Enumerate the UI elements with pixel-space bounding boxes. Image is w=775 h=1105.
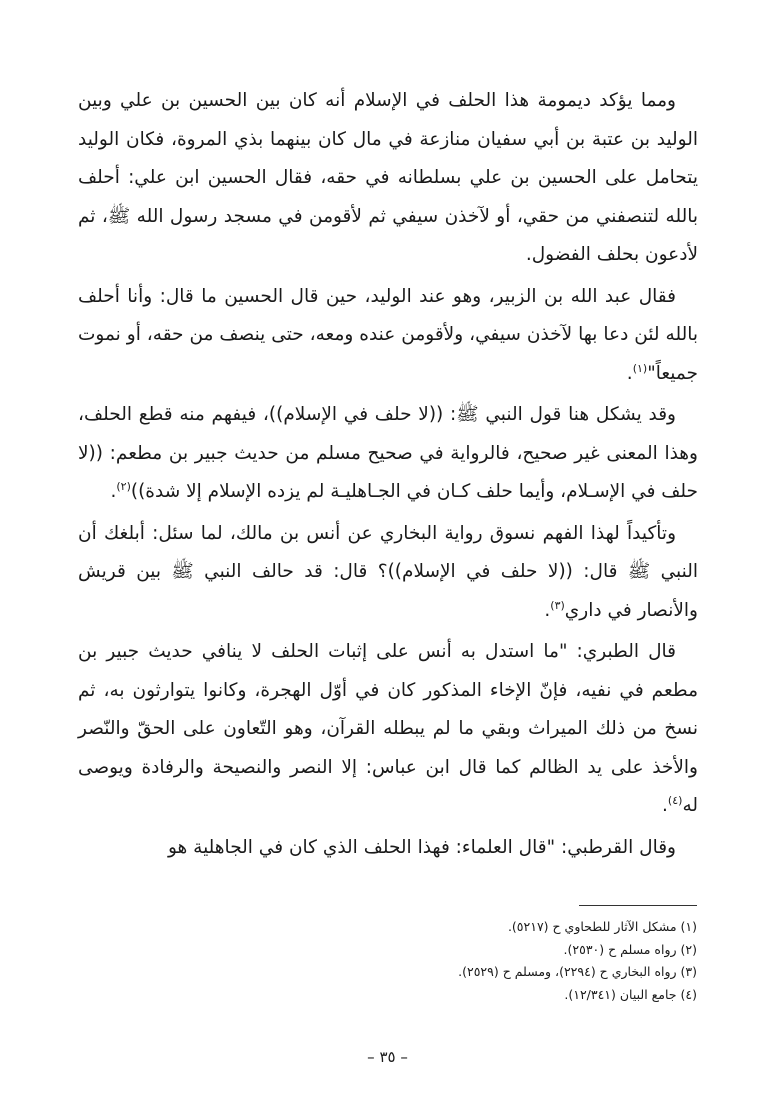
paragraph-6: وقال القرطبي: "قال العلماء: فهذا الحلف الذي كان في الجاهلية هو xyxy=(167,836,676,858)
paragraph-1: ومما يؤكد ديمومة هذا الحلف في الإسلام أنه كان بين الحسين بن علي وبين الوليد بن عتبة بن أبي سفيان منازعة في مال كان بينهما بذي المروة، فكان الوليد يتحامل على الحسين بن علي بسلطانه في حقه، فقال الحسين ابن علي: أحلف بالله لتنصفني من حقي، أو لآخذن سيفي ثم لأقومن في مسجد رسول الله ﷺ، ثم لأدعون بحلف الفضول. xyxy=(78,90,698,265)
footnote-3: (٣) رواه البخاري ح (٢٢٩٤)، ومسلم ح (٢٥٢٩). xyxy=(458,964,697,979)
page-number: – ٣٥ – xyxy=(367,1048,408,1066)
footnotes xyxy=(77,916,697,1006)
paragraph-3: وقد يشكل هنا قول النبي ﷺ: ((لا حلف في الإسلام))، فيفهم منه قطع الحلف، وهذا المعنى غير صحيح، فالرواية في صحيح مسلم من حديث جبير بن مطعم: ((لا حلف في الإسـلام، وأيما حلف كـان في الجـاهليـة لم يزده الإسلام إلا شدة))$^{(٢)}$. xyxy=(78,404,698,502)
footnote-ref-1[interactable]: (١) xyxy=(632,361,648,375)
paragraph-4: وتأكيداً لهذا الفهم نسوق رواية البخاري عن أنس بن مالك، لما سئل: أبلغك أن النبي ﷺ قال: ((لا حلف في الإسلام))؟ قال: قد حالف النبي ﷺ بين قريش والأنصار في داري$^{(٣)}$. xyxy=(78,522,698,621)
footnote-ref-3[interactable]: (٣) xyxy=(550,598,565,612)
footnote-ref-4[interactable]: (٤) xyxy=(667,793,683,807)
main-text xyxy=(78,82,698,870)
footnote-2: (٢) رواه مسلم ح (٢٥٣٠). xyxy=(563,941,697,957)
footnote-4: (٤) جامع البيان (١٢/٣٤١). xyxy=(564,986,697,1002)
footnote-1: (١) مشكل الآثار للطحاوي ح (٥٢١٧). xyxy=(507,919,697,934)
paragraph-2: فقال عبد الله بن الزبير، وهو عند الوليد، حين قال الحسين ما قال: وأنا أحلف بالله لئن دعا بها لآخذن سيفي، ولأقومن عنده ومعه، حتى ينصف من حقه، أو نموت جميعاً"$^{(١)}$. xyxy=(78,285,698,384)
footnote-ref-2[interactable]: (٢) xyxy=(116,479,131,493)
paragraph-5: قال الطبري: "ما استدل به أنس على إثبات الحلف لا ينافي حديث جبير بن مطعم في نفيه، فإنّ الإخاء المذكور كان في أوّل الهجرة، وكانوا يتوارثون به، ثم نسخ من ذلك الميراث وبقي ما لم يبطله القرآن، وهو التّعاون على الحقّ والنّصر والأخذ على يد الظالم كما قال ابن عباس: إلا النصر والنصيحة والرفادة ويوصى له$^{(٤)}$. xyxy=(78,641,698,816)
footnote-separator xyxy=(579,905,697,906)
